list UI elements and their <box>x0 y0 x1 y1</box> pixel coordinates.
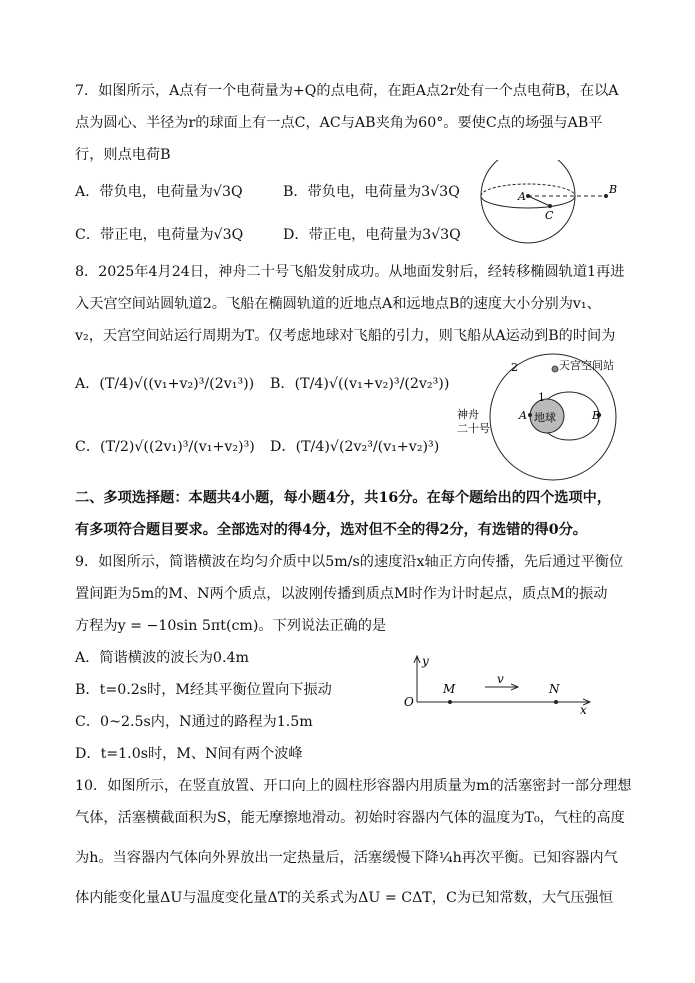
section-2-header-line-2: 有多项符合题目要求。全部选对的得4分，选对但不全的得2分，有选错的得0分。 <box>75 522 587 538</box>
q8-label-b: B <box>592 409 601 422</box>
q9-line-3: 方程为y = −10sin 5πt(cm)。下列说法正确的是 <box>75 618 387 634</box>
q10-line-2: 气体，活塞横截面积为S，能无摩擦地滑动。初始时容器内气体的温度为T₀，气柱的高度 <box>75 810 625 826</box>
q8-option-d: D．(T/4)√(2v₂³/(v₁+v₂)³) <box>270 439 440 455</box>
q9-axis-y-label: y <box>422 654 429 668</box>
q9-option-b: B．t=0.2s时，M经其平衡位置向下振动 <box>75 682 332 698</box>
q9-velocity-label: v <box>497 672 504 686</box>
q8-ship-label-1: 神舟 <box>457 408 479 421</box>
q8-line-1: 8．2025年4月24日，神舟二十号飞船发射成功。从地面发射后，经转移椭圆轨道1再进 <box>75 264 625 280</box>
q8-option-b: B．(T/4)√((v₁+v₂)³/(2v₂³)) <box>270 376 450 392</box>
q9-option-c: C．0~2.5s内，N通过的路程为1.5m <box>75 714 313 730</box>
q7-label-a: A <box>518 190 526 203</box>
q8-ship-label-2: 二十号 <box>457 422 490 435</box>
q8-earth-label: 地球 <box>534 411 556 424</box>
q7-option-a: A．带负电，电荷量为√3Q <box>75 184 243 200</box>
q7-line-1: 7．如图所示，A点有一个电荷量为+Q的点电荷，在距A点2r处有一个点电荷B，在以A <box>75 83 619 99</box>
q10-line-3: 为h。当容器内气体向外界放出一定热量后，活塞缓慢下降¼h再次平衡。已知容器内气 <box>75 850 618 866</box>
q7-option-b: B．带负电，电荷量为3√3Q <box>283 184 460 200</box>
q9-line-1: 9．如图所示，简谐横波在均匀介质中以5m/s的速度沿x轴正方向传播，先后通过平衡位 <box>75 554 624 570</box>
q9-point-m-label: M <box>443 682 456 696</box>
q7-line-2: 点为圆心、半径为r的球面上有一点C，AC与AB夹角为60°。要使C点的场强与AB平 <box>75 115 603 131</box>
q7-line-3: 行，则点电荷B <box>75 147 171 163</box>
q10-line-1: 10．如图所示，在竖直放置、开口向上的圆柱形容器内用质量为m的活塞密封一部分理想 <box>75 778 632 794</box>
q8-line-2: 入天宫空间站圆轨道2。飞船在椭圆轨道的近地点A和远地点B的速度大小分别为v₁、 <box>75 296 601 312</box>
q9-origin-label: O <box>404 695 414 709</box>
q8-station-label: 天宫空间站 <box>559 359 614 372</box>
q8-option-a: A．(T/4)√((v₁+v₂)³/(2v₁³)) <box>75 376 255 392</box>
q7-option-c: C．带正电，电荷量为√3Q <box>75 227 244 243</box>
q9-axis-x-label: x <box>580 703 587 714</box>
q10-line-4: 体内能变化量ΔU与温度变化量ΔT的关系式为ΔU = CΔT，C为已知常数，大气压强恒 <box>75 890 613 906</box>
q8-orbit-2-label: 2 <box>511 361 518 374</box>
q7-option-d: D．带正电，电荷量为3√3Q <box>283 227 461 243</box>
q7-label-b: B <box>609 183 618 196</box>
q8-orbit-1-label: 1 <box>538 391 545 404</box>
q9-line-2: 置间距为5m的M、N两个质点，以波刚传播到质点M时作为计时起点，质点M的振动 <box>75 586 608 602</box>
q9-point-n-label: N <box>549 682 560 696</box>
section-2-header-line-1: 二、多项选择题：本题共4小题，每小题4分，共16分。在每个题给出的四个选项中， <box>75 490 612 506</box>
q8-line-3: v₂，天宫空间站运行周期为T。仅考虑地球对飞船的引力，则飞船从A运动到B的时间为 <box>75 328 616 344</box>
q8-option-c: C．(T/2)√((2v₁)³/(v₁+v₂)³) <box>75 439 255 455</box>
q9-option-a: A．简谐横波的波长为0.4m <box>75 650 249 666</box>
q9-wave-figure <box>400 652 595 714</box>
q8-orbit-figure <box>455 352 627 482</box>
q7-label-c: C <box>545 209 554 222</box>
q8-label-a: A <box>519 409 527 422</box>
q9-option-d: D．t=1.0s时，M、N间有两个波峰 <box>75 746 303 762</box>
q7-sphere-figure <box>478 160 628 250</box>
